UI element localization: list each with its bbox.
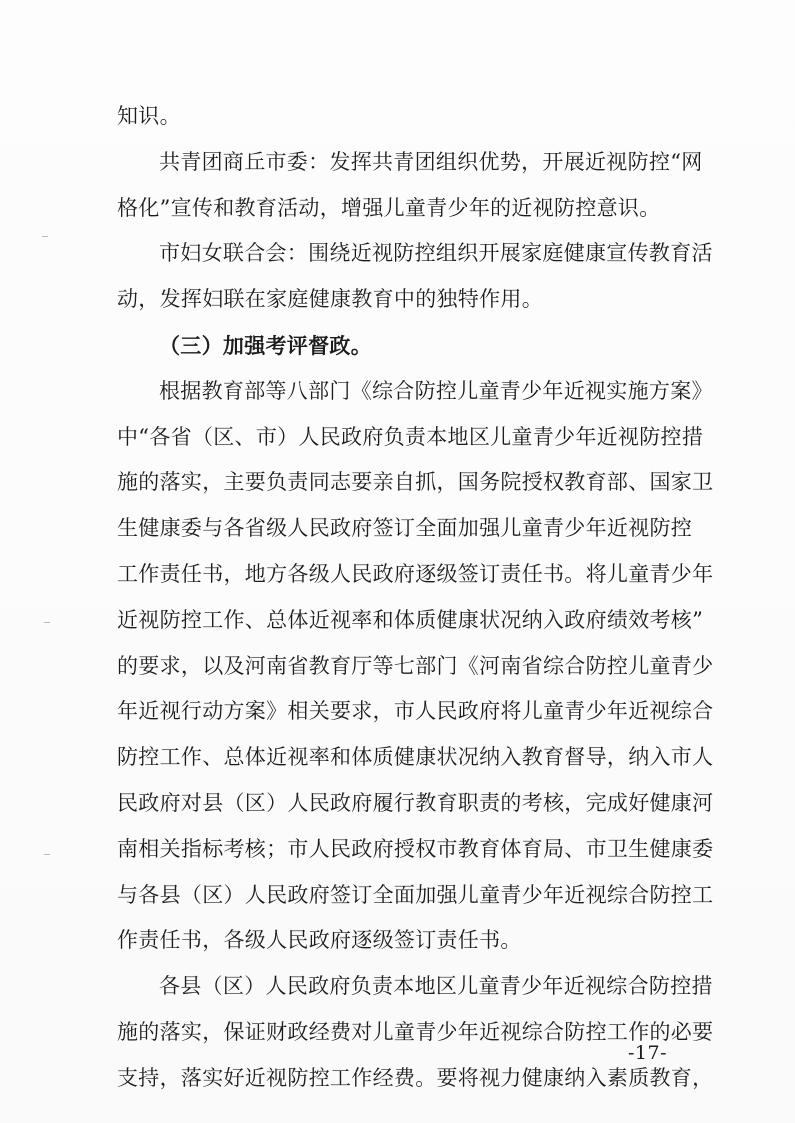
text-line: 中“各省（区、市）人民政府负责本地区儿童青少年近视防控措 [117, 424, 704, 449]
section-heading [117, 323, 683, 369]
text-line: 年近视行动方案》相关要求，市人民政府将儿童青少年近视综合 [117, 699, 714, 724]
text-line: 各县（区）人民政府负责本地区儿童青少年近视综合防控措 [159, 974, 713, 999]
scan-mark [42, 236, 48, 237]
text-line: 民政府对县（区）人民政府履行教育职责的考核，完成好健康河 [117, 790, 714, 815]
text-line: 生健康委与各省级人民政府签订全面加强儿童青少年近视防控 [117, 516, 693, 541]
text-line: 市妇女联合会：围绕近视防控组织开展家庭健康宣传教育活 [159, 241, 713, 266]
paragraph-womens-federation [117, 231, 713, 323]
paragraph-youth-league [117, 140, 703, 232]
scan-mark [44, 854, 50, 855]
text-line: 防控工作、总体近视率和体质健康状况纳入教育督导，纳入市人 [117, 745, 714, 770]
text-line: 南相关指标考核；市人民政府授权市教育体育局、市卫生健康委 [117, 836, 714, 861]
paragraph [117, 94, 683, 140]
paragraph-county-responsibility [117, 964, 714, 1101]
text-line: 工作责任书，地方各级人民政府逐级签订责任书。将儿童青少年 [117, 561, 714, 586]
paragraph-assessment [117, 369, 714, 964]
heading-text: （三）加强考评督政。 [159, 332, 372, 358]
text-line: 支持，落实好近视防控工作经费。要将视力健康纳入素质教育， [117, 1065, 714, 1090]
text-line: 施的落实，保证财政经费对儿童青少年近视综合防控工作的必要 [117, 1019, 714, 1044]
body-text [117, 94, 714, 1102]
page-number: -17- [628, 1042, 668, 1064]
text-line: 知识。 [117, 104, 181, 128]
text-line: 共青团商丘市委：发挥共青团组织优势，开展近视防控“网 [159, 149, 703, 174]
text-line: 根据教育部等八部门《综合防控儿童青少年近视实施方案》 [159, 378, 713, 403]
text-line: 格化”宣传和教育活动，增强儿童青少年的近视防控意识。 [117, 195, 661, 220]
text-line: 近视防控工作、总体近视率和体质健康状况纳入政府绩效考核” [117, 607, 704, 632]
text-line: 的要求，以及河南省教育厅等七部门《河南省综合防控儿童青少 [117, 653, 714, 678]
text-line: 动，发挥妇联在家庭健康教育中的独特作用。 [117, 287, 543, 312]
text-line: 施的落实，主要负责同志要亲自抓，国务院授权教育部、国家卫 [117, 470, 714, 495]
scan-mark [44, 622, 50, 623]
text-line: 与各县（区）人民政府签订全面加强儿童青少年近视综合防控工 [117, 882, 714, 907]
text-line: 作责任书，各级人民政府逐级签订责任书。 [117, 928, 522, 953]
